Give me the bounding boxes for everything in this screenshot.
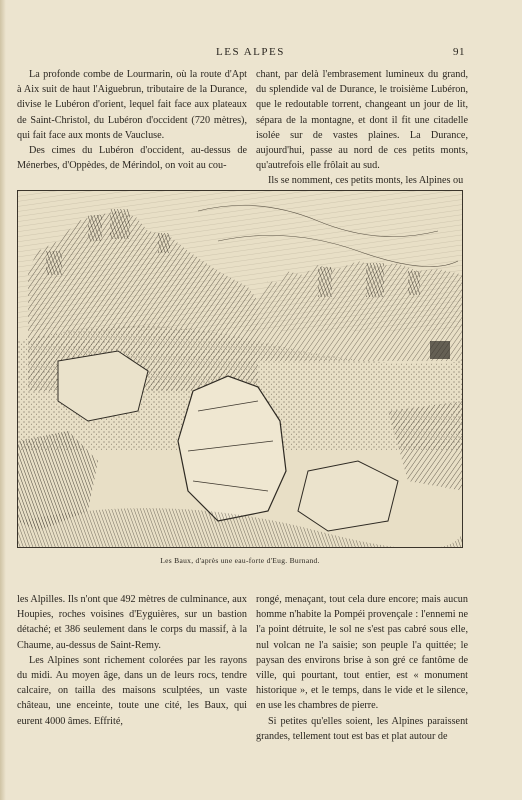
paragraph: Les Alpines sont richement colorées par les rayons du midi. Au moyen âge, dans un de leurs rocs, tendre calcaire, on tailla des maisons sculptées, un vaste château, une enceinte, toute une cité, les Baux, qui eurent 4000 âmes. Effrité, bbox=[17, 654, 247, 727]
paragraph: les Alpilles. Ils n'ont que 492 mètres de culminance, aux Houpies, roches voisines d'Eyguières, sur un bastion détaché; et 386 seulement dans le corps du massif, à la Chaume, au-dessus de Saint-Remy. bbox=[17, 594, 247, 651]
figure-caption: Les Baux, d'après une eau-forte d'Eug. Burnand. bbox=[160, 556, 320, 565]
les-baux-engraving bbox=[18, 191, 463, 548]
text-column-top-right bbox=[256, 67, 468, 189]
paragraph: Des cimes du Lubéron d'occident, au-dessus de Ménerbes, d'Oppèdes, de Mérindol, on voit au cou- bbox=[17, 145, 247, 172]
engraving-illustration bbox=[17, 190, 463, 548]
page-edge bbox=[0, 0, 6, 800]
paragraph: chant, par delà l'embrasement lumineux du grand, du splendide val de Durance, le troisième Lubéron, que le redoutable torrent, changeant un jour de lit, sépara de la montagne, et dont il fit une citadelle isolée sur de vastes plaines. La Durance, aujourd'hui, passe au nord de ces petits monts, qu'autrefois elle frôlait au sud. bbox=[256, 69, 468, 172]
running-head bbox=[0, 46, 522, 62]
paragraph: Si petites qu'elles soient, les Alpines paraissent grandes, tellement tout est bas et plat autour de bbox=[256, 715, 468, 742]
text-column-top-left bbox=[17, 67, 247, 173]
running-title: LES ALPES bbox=[216, 46, 285, 58]
paragraph: La profonde combe de Lourmarin, où la route d'Apt à Aix suit de haut l'Aiguebrun, tributaire de la Durance, divise le Lubéron d'orient, lequel fait face aux plateaux de Saint-Christol, du Lubéron d'occident (720 mètres), qui fait face aux monts de Vaucluse. bbox=[17, 69, 247, 141]
text-column-bottom-left bbox=[17, 592, 247, 729]
paragraph: Ils se nomment, ces petits monts, les Alpines ou bbox=[268, 175, 464, 187]
page-number: 91 bbox=[453, 46, 465, 58]
text-column-bottom-right bbox=[256, 592, 468, 744]
paragraph: rongé, menaçant, tout cela dure encore; mais aucun homme n'habite la Pompéi provençale : l'ennemi ne l'a point détruite, le sol ne s'est pas cabré sous elle, nul volcan ne l'a saisie; son peuple l'a quittée; le paysan des environs brise à son gré ce fantôme de ville, qui pourtant, tout entier, est « monument historique », et le temps, dans le vide et le silence, en use les chambres de pierre. bbox=[256, 594, 468, 712]
